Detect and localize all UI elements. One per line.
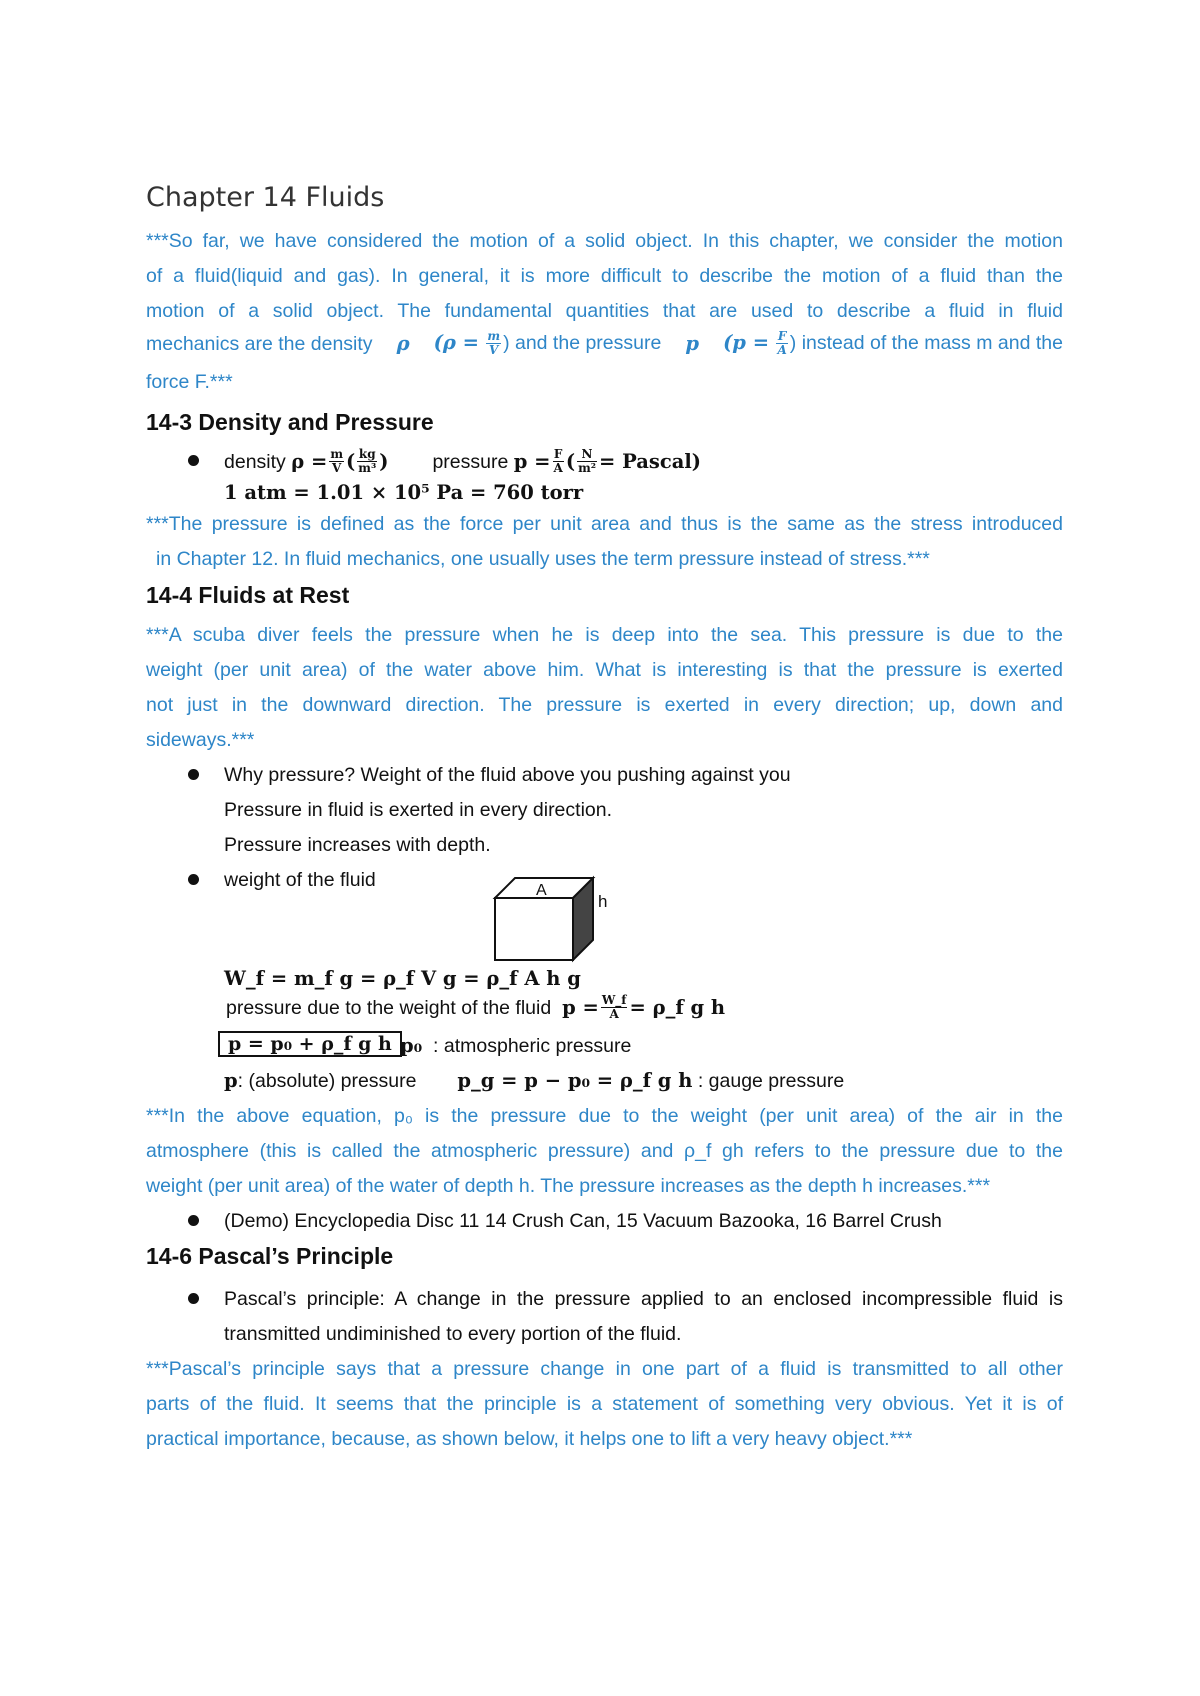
fraction-numerator: m bbox=[330, 447, 344, 461]
atm-conversion: 1 atm = 1.01 × 10⁵ Pa = 760 torr bbox=[224, 481, 584, 504]
intro-line-4 bbox=[146, 330, 1063, 357]
p0-line bbox=[400, 1033, 631, 1059]
fraction-denominator: m² bbox=[578, 461, 597, 475]
why-pressure-line-2: Pressure in fluid is exerted in every direction. bbox=[224, 799, 613, 821]
pressure-fraction bbox=[776, 330, 787, 357]
fraction-numerator: F bbox=[553, 447, 563, 461]
fraction-denominator: A bbox=[777, 343, 787, 358]
section-heading-fluids-at-rest: 14-4 Fluids at Rest bbox=[146, 582, 350, 608]
weight-equation: W_f = m_f g = ρ_f V g = ρ_f A h g bbox=[224, 967, 581, 990]
intro-line-4-e: ) instead of the mass m and the bbox=[789, 332, 1063, 354]
fraction-numerator: kg bbox=[358, 447, 376, 461]
pressure-weight-frac bbox=[601, 994, 628, 1021]
density-label: density bbox=[224, 450, 286, 473]
density-eq: ρ = bbox=[291, 449, 328, 473]
pascal-bullet-line-2: transmitted undiminished to every portion of the fluid. bbox=[224, 1323, 682, 1345]
rest-note-line-2: atmosphere (this is called the atmospheric pressure) and ρ_f gh refers to the pressure due to the bbox=[146, 1140, 1063, 1162]
pressure-unit-frac bbox=[577, 448, 597, 475]
fraction-numerator: m bbox=[487, 329, 501, 344]
box-front-face bbox=[495, 898, 573, 960]
density-pressure-line bbox=[224, 448, 701, 475]
intro-line-2: of a fluid(liquid and gas). In general, it is more difficult to describe the motion of a fluid than the bbox=[146, 265, 1063, 287]
rest-note-line-1: ***In the above equation, p₀ is the pressure due to the weight (per unit area) of the air in the bbox=[146, 1105, 1063, 1127]
boxed-equation: p = p₀ + ρ_f g h bbox=[218, 1031, 402, 1057]
rest-para-line-4: sideways.*** bbox=[146, 729, 255, 751]
rest-note-line-3: weight (per unit area) of the water of depth h. The pressure increases as the depth h increases.*** bbox=[146, 1175, 991, 1197]
density-unit-frac bbox=[357, 448, 377, 475]
fraction-denominator: m³ bbox=[358, 461, 377, 475]
why-pressure-line-1: Why pressure? Weight of the fluid above you pushing against you bbox=[224, 764, 791, 786]
paren-close: ) bbox=[379, 449, 389, 473]
intro-line-3: motion of a solid object. The fundamental quantities that are used to describe a fluid in fluid bbox=[146, 300, 1063, 322]
p0-description: : atmospheric pressure bbox=[433, 1035, 632, 1057]
intro-line-4-a: mechanics are the density bbox=[146, 332, 373, 355]
bullet-icon bbox=[188, 874, 199, 885]
section-heading-pascal: 14-6 Pascal’s Principle bbox=[146, 1243, 394, 1269]
p-symbol: p bbox=[685, 331, 700, 355]
gauge-equation: p_g = p − p₀ = ρ_f g h bbox=[457, 1069, 693, 1092]
rest-para-line-1: ***A scuba diver feels the pressure when he is deep into the sea. This pressure is due to the bbox=[146, 624, 1063, 646]
pressure-weight-label: pressure due to the weight of the fluid bbox=[226, 996, 552, 1019]
box-label-height: h bbox=[598, 892, 608, 911]
pressure-weight-lhs: p = bbox=[562, 995, 599, 1019]
demo-line: (Demo) Encyclopedia Disc 11 14 Crush Can, 15 Vacuum Bazooka, 16 Barrel Crush bbox=[224, 1210, 942, 1232]
absolute-pressure-formula-box bbox=[218, 1031, 402, 1057]
absolute-gauge-line bbox=[224, 1068, 844, 1094]
fluid-box-diagram bbox=[490, 870, 620, 970]
paren-open: ( bbox=[565, 449, 576, 473]
pressure-weight-line bbox=[226, 994, 725, 1021]
fraction-denominator: A bbox=[609, 1007, 619, 1021]
fraction-denominator: A bbox=[553, 461, 563, 475]
weight-of-fluid-label: weight of the fluid bbox=[224, 869, 376, 891]
page-title: Chapter 14 Fluids bbox=[146, 182, 385, 213]
pascal-bullet-line-1: Pascal’s principle: A change in the pressure applied to an enclosed incompressible fluid is bbox=[224, 1288, 1063, 1310]
pascal-note-line-3: practical importance, because, as shown below, it helps one to lift a very heavy object.*** bbox=[146, 1428, 913, 1450]
p0-symbol: p₀ bbox=[400, 1034, 423, 1057]
fraction-numerator: N bbox=[577, 448, 597, 462]
density-note-line-2: in Chapter 12. In fluid mechanics, one usually uses the term pressure instead of stress.*** bbox=[156, 548, 930, 570]
gauge-description: : gauge pressure bbox=[697, 1070, 845, 1092]
box-label-area: A bbox=[536, 882, 547, 899]
density-formula-lhs: (ρ = bbox=[433, 331, 479, 354]
section-heading-density-pressure: 14-3 Density and Pressure bbox=[146, 409, 434, 435]
fraction-numerator: W_f bbox=[601, 993, 627, 1007]
fraction-denominator: V bbox=[489, 343, 499, 358]
pressure-formula-lhs: (p = bbox=[723, 331, 770, 354]
bullet-icon bbox=[188, 1293, 199, 1304]
pascal-unit: = Pascal) bbox=[599, 449, 702, 473]
fraction-numerator: F bbox=[777, 329, 787, 344]
pascal-note-line-1: ***Pascal’s principle says that a pressure change in one part of a fluid is transmitted to all other bbox=[146, 1358, 1063, 1380]
rest-para-line-2: weight (per unit area) of the water above him. What is interesting is that the pressure is exerted bbox=[146, 659, 1063, 681]
paren-open: ( bbox=[346, 449, 356, 473]
absolute-description: : (absolute) pressure bbox=[237, 1070, 417, 1092]
rest-para-line-3: not just in the downward direction. The pressure is exerted in every direction; up, down and bbox=[146, 694, 1063, 716]
pressure-weight-rhs: = ρ_f g h bbox=[629, 995, 726, 1019]
density-fraction bbox=[486, 330, 501, 357]
density-note-line-1: ***The pressure is defined as the force per unit area and thus is the same as the stress introduced bbox=[146, 513, 1063, 535]
bullet-icon bbox=[188, 769, 199, 780]
bullet-icon bbox=[188, 455, 199, 466]
pascal-note-line-2: parts of the fluid. It seems that the principle is a statement of something very obvious. Yet it is of bbox=[146, 1393, 1063, 1415]
rho-symbol: ρ bbox=[396, 331, 410, 355]
bullet-icon bbox=[188, 1215, 199, 1226]
intro-line-4-c: ) and the pressure bbox=[503, 332, 662, 354]
intro-line-5: force F.*** bbox=[146, 371, 233, 393]
fraction-denominator: V bbox=[332, 461, 342, 475]
density-frac bbox=[329, 448, 344, 475]
pressure-eq: p = bbox=[513, 449, 551, 473]
p-symbol: p bbox=[224, 1069, 238, 1092]
pressure-frac bbox=[553, 448, 564, 475]
pressure-label: pressure bbox=[432, 450, 509, 473]
intro-line-1: ***So far, we have considered the motion of a solid object. In this chapter, we consider the motion bbox=[146, 230, 1063, 252]
why-pressure-line-3: Pressure increases with depth. bbox=[224, 834, 491, 856]
